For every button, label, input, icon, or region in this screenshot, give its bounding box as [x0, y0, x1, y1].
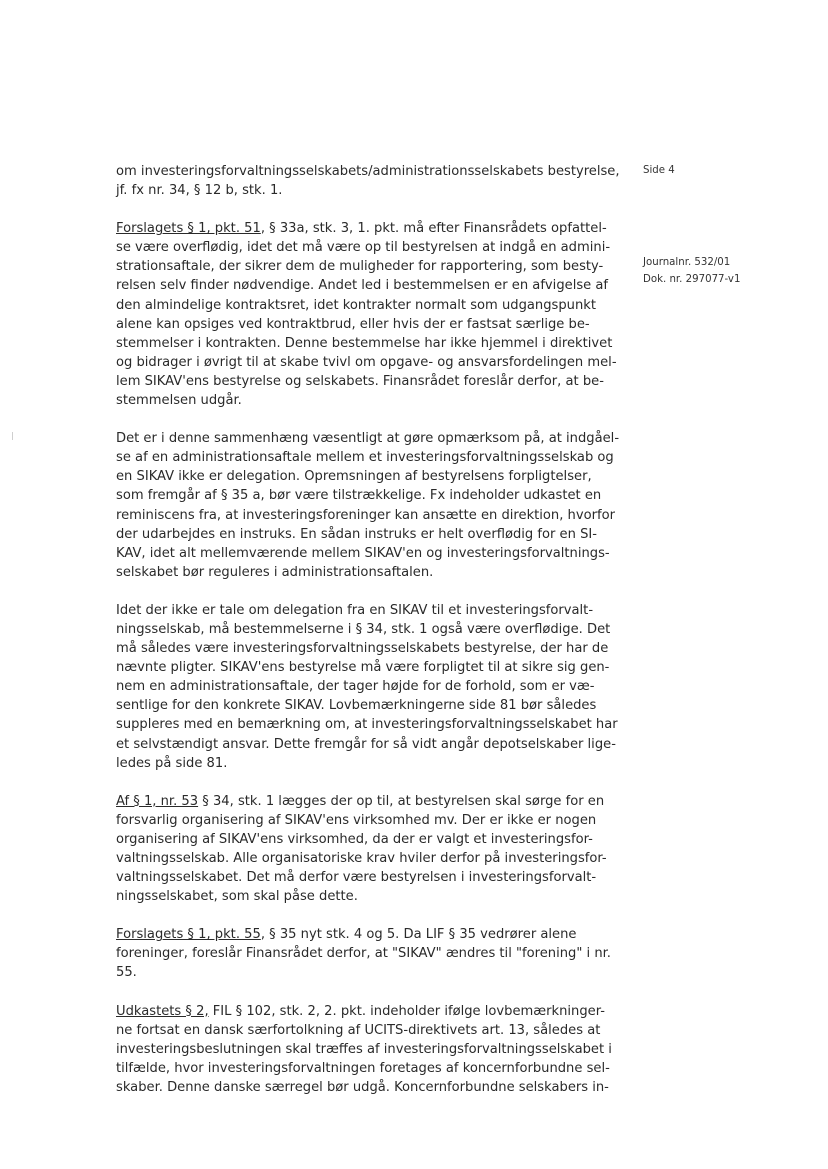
- paragraph: [116, 162, 620, 200]
- paragraph: [116, 1002, 612, 1097]
- line-text: jf. fx nr. 34, § 12 b, stk. 1.: [116, 183, 283, 199]
- line-text: FIL § 102, stk. 2, 2. pkt. indeholder ifølge lovbemærkninger-: [208, 1003, 605, 1019]
- text-line: [116, 735, 616, 754]
- text-line: [116, 296, 612, 315]
- scan-margin-mark: [12, 432, 13, 440]
- text-line: [116, 181, 612, 200]
- section-reference: Forslagets § 1, pkt. 55: [116, 927, 261, 943]
- text-line: [116, 754, 612, 773]
- text-line: [116, 506, 616, 525]
- line-text: forsvarlig organisering af SIKAV'ens virksomhed mv. Der er ikke er nogen: [116, 812, 597, 828]
- text-line: [116, 162, 620, 181]
- text-line: [116, 1078, 612, 1097]
- paragraph: [116, 601, 618, 773]
- line-text: der udarbejdes en instruks. En sådan instruks er helt overflødig for en SI-: [116, 526, 597, 542]
- page-number-label: Side 4: [643, 165, 675, 176]
- line-text: alene kan opsiges ved kontraktbrud, eller hvis der er fastsat særlige be-: [116, 316, 590, 332]
- line-text: strationsaftale, der sikrer dem de muligheder for rapportering, som besty-: [116, 259, 604, 275]
- text-line: [116, 887, 612, 906]
- text-line: [116, 925, 612, 944]
- paragraph: [116, 219, 617, 410]
- line-text: valtningsselskab. Alle organisatoriske krav hviler derfor på investeringsfor-: [116, 851, 607, 866]
- text-line: [116, 1002, 612, 1021]
- section-reference: Af § 1, nr. 53: [116, 793, 199, 809]
- text-line: [116, 334, 612, 353]
- section-reference: Udkastets § 2,: [116, 1003, 209, 1019]
- line-text: nævnte pligter. SIKAV'ens bestyrelse må være forpligtet til at sikre sig gen-: [116, 660, 610, 676]
- text-line: [116, 658, 612, 677]
- line-text: ningsselskabet, som skal påse dette.: [116, 889, 358, 905]
- text-line: [116, 792, 612, 811]
- text-line: [116, 715, 618, 734]
- body-text: [116, 162, 620, 1116]
- line-text: må således være investeringsforvaltningsselskabets bestyrelse, der har de: [116, 641, 609, 657]
- text-line: [116, 849, 612, 868]
- line-text: og bidrager i øvrigt til at skabe tvivl om opgave- og ansvarsfordelingen mel-: [116, 354, 617, 370]
- line-text: tilfælde, hvor investeringsforvaltningen foretages af koncernforbundne sel-: [116, 1060, 610, 1076]
- text-line: [116, 868, 612, 887]
- text-line: [116, 1040, 612, 1059]
- text-line: [116, 467, 612, 486]
- text-line: [116, 811, 612, 830]
- line-text: ne fortsat en dansk særfortolkning af UCITS-direktivets art. 13, således at: [116, 1022, 601, 1038]
- section-reference: Forslagets § 1, pkt. 51: [116, 221, 261, 237]
- line-text: som fremgår af § 35 a, bør være tilstrækkelige. Fx indeholder udkastet en: [116, 488, 602, 504]
- line-text: organisering af SIKAV'ens virksomhed, da der er valgt et investeringsfor-: [116, 831, 593, 847]
- line-text: den almindelige kontraktsret, idet kontrakter normalt som udgangspunkt: [116, 297, 596, 313]
- line-text: nem en administrationsaftale, der tager højde for de forhold, som er væ-: [116, 679, 595, 695]
- document-number: Dok. nr. 297077-v1: [643, 274, 741, 285]
- text-line: [116, 963, 612, 982]
- line-text: KAV, idet alt mellemværende mellem SIKAV'en og investeringsforvaltnings-: [116, 545, 610, 561]
- text-line: [116, 944, 612, 963]
- line-text: lem SIKAV'ens bestyrelse og selskabets. Finansrådet foreslår derfor, at be-: [116, 373, 604, 389]
- line-text: se være overflødig, idet det må være op til bestyrelsen at indgå en admini-: [116, 240, 611, 256]
- text-line: [116, 1059, 612, 1078]
- line-text: § 34, stk. 1 lægges der op til, at bestyrelsen skal sørge for en: [198, 793, 605, 809]
- line-text: , § 35 nyt stk. 4 og 5. Da LIF § 35 vedrører alene: [260, 927, 577, 943]
- line-text: se af en administrationsaftale mellem et investeringsforvaltningsselskab og: [116, 450, 614, 466]
- text-line: [116, 601, 612, 620]
- text-line: [116, 486, 612, 505]
- text-line: [116, 219, 612, 238]
- text-line: [116, 448, 612, 467]
- line-text: Idet der ikke er tale om delegation fra en SIKAV til et investeringsforvalt-: [116, 602, 594, 618]
- text-line: [116, 620, 612, 639]
- line-text: ledes på side 81.: [116, 755, 228, 771]
- text-line: [116, 525, 612, 544]
- text-line: [116, 429, 620, 448]
- reference-block: [643, 254, 740, 288]
- text-line: [116, 372, 612, 391]
- line-text: ningsselskab, må bestemmelserne i § 34, stk. 1 også være overflødige. Det: [116, 621, 611, 637]
- text-line: [116, 1021, 612, 1040]
- text-line: [116, 315, 612, 334]
- text-line: [116, 544, 612, 563]
- text-line: [116, 639, 612, 658]
- line-text: skaber. Denne danske særregel bør udgå. Koncernforbundne selskabers in-: [116, 1079, 609, 1095]
- text-line: [116, 238, 612, 257]
- paragraph: [116, 925, 612, 982]
- text-line: [116, 830, 612, 849]
- line-text: en SIKAV ikke er delegation. Opremsningen af bestyrelsens forpligtelser,: [116, 469, 592, 485]
- text-line: [116, 276, 612, 295]
- line-text: stemmelsen udgår.: [116, 393, 242, 409]
- line-text: investeringsbeslutningen skal træffes af investeringsforvaltningsselskabet i: [116, 1041, 612, 1057]
- page-number: [643, 162, 675, 179]
- line-text: selskabet bør reguleres i administrationsaftalen.: [116, 564, 434, 580]
- paragraph: [116, 429, 620, 582]
- text-line: [116, 257, 612, 276]
- line-text: stemmelser i kontrakten. Denne bestemmelse har ikke hjemmel i direktivet: [116, 335, 613, 351]
- line-text: sentlige for den konkrete SIKAV. Lovbemærkningerne side 81 bør således: [116, 698, 597, 714]
- line-text: suppleres med en bemærkning om, at investeringsforvaltningsselskabet har: [116, 717, 618, 733]
- line-text: , § 33a, stk. 3, 1. pkt. må efter Finansrådets opfattel-: [260, 221, 607, 237]
- line-text: om investeringsforvaltningsselskabets/administrationsselskabets bestyrelse,: [116, 164, 620, 179]
- text-line: [116, 563, 612, 582]
- paragraph: [116, 792, 612, 907]
- line-text: reminiscens fra, at investeringsforeninger kan ansætte en direktion, hvorfor: [116, 507, 616, 523]
- line-text: 55.: [116, 965, 137, 981]
- text-line: [116, 677, 612, 696]
- line-text: relsen selv finder nødvendige. Andet led i bestemmelsen er en afvigelse af: [116, 278, 609, 294]
- line-text: valtningsselskabet. Det må derfor være bestyrelsen i investeringsforvalt-: [116, 870, 597, 886]
- line-text: foreninger, foreslår Finansrådet derfor, at "SIKAV" ændres til "forening" i nr.: [116, 946, 611, 962]
- text-line: [116, 353, 617, 372]
- line-text: et selvstændigt ansvar. Dette fremgår for så vidt angår depotselskaber lige-: [116, 736, 616, 752]
- text-line: [116, 696, 612, 715]
- journal-number: Journalnr. 532/01: [643, 257, 731, 268]
- line-text: Det er i denne sammenhæng væsentligt at gøre opmærksom på, at indgåel-: [116, 431, 620, 447]
- text-line: [116, 391, 612, 410]
